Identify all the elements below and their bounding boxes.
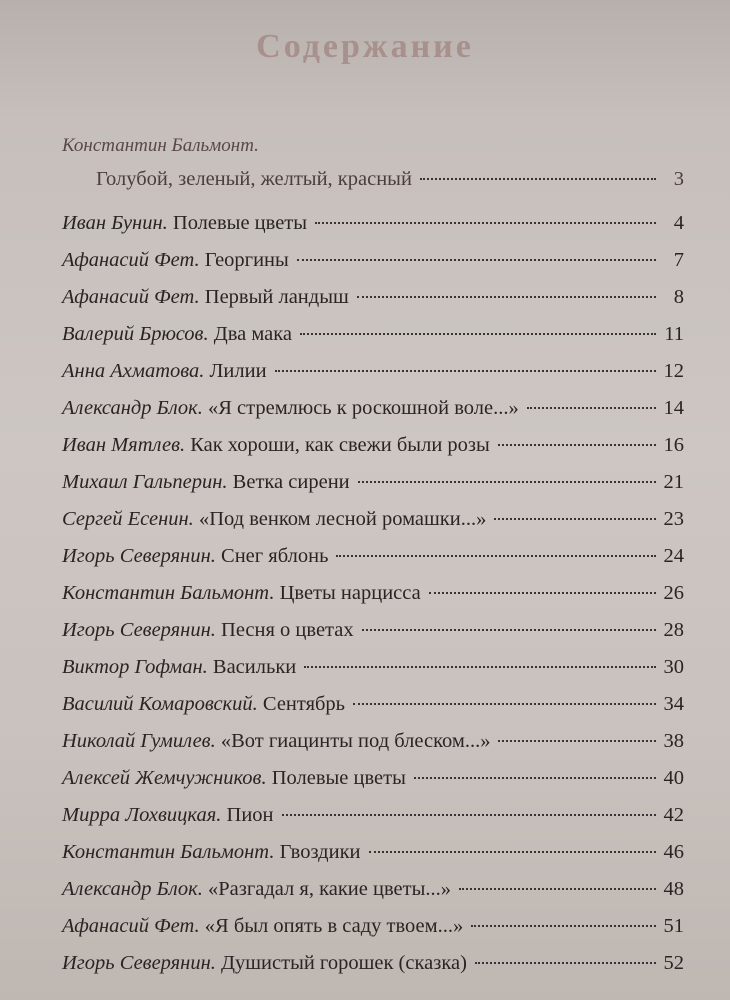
toc-page-number: 21 [663,471,684,493]
toc-work-title: «Я стремлюсь к роскошной воле...» [207,397,519,419]
dot-leader [498,444,656,446]
toc-page-number: 23 [663,508,684,530]
toc-author: Константин Бальмонт. [62,135,259,156]
toc-entry-line [62,242,684,279]
toc-page-number: 14 [663,397,684,419]
toc-page-number: 7 [673,249,684,271]
toc-entry-line [62,390,684,427]
toc-author: Игорь Северянин. [62,545,216,567]
toc-work-title: Голубой, зеленый, желтый, красный [96,168,412,190]
toc-entry-line [62,575,684,612]
toc-entry-line [62,161,684,198]
dot-leader [494,518,656,520]
toc-work-title: «Вот гиацинты под блеском...» [220,730,491,752]
toc-author: Михаил Гальперин. [62,471,228,493]
toc-entry-line [62,316,684,353]
toc-author: Афанасий Фет. [62,249,200,271]
toc-entry-line [62,538,684,575]
toc-work-title: Песня о цветах [221,619,354,641]
dot-leader [475,962,656,964]
dot-leader [527,407,656,409]
toc-page-number: 26 [663,582,684,604]
toc-entry-line [62,871,684,908]
toc-entry [62,316,684,353]
toc-author: Иван Бунин. [62,212,168,234]
toc-entry-line [62,760,684,797]
toc-entry-line [62,205,684,242]
toc-author: Алексей Жемчужников. [62,767,267,789]
dot-leader [357,296,656,298]
toc-work-title: Душистый горошек (сказка) [221,952,467,974]
toc-work-title: Два мака [213,323,293,345]
toc-entry [62,353,684,390]
dot-leader [369,851,656,853]
toc-page-number: 8 [673,286,684,308]
toc-work-title: «Под венком лесной ромашки...» [198,508,487,530]
toc-work-title: Первый ландыш [204,286,349,308]
toc-author: Александр Блок. [62,878,203,900]
dot-leader [498,740,656,742]
toc-author: Иван Мятлев. [62,434,186,456]
toc-entry [62,871,684,908]
toc-entry-line [62,797,684,834]
toc-entry [62,612,684,649]
dot-leader [297,259,656,261]
toc-work-title: «Я был опять в саду твоем...» [204,915,464,937]
toc-page-number: 24 [663,545,684,567]
toc-page-number: 11 [664,323,684,345]
toc-entry [62,464,684,501]
toc-work-title: Как хороши, как свежи были розы [190,434,490,456]
toc-entry-line [62,945,684,982]
dot-leader [420,178,656,180]
toc-page-number: 30 [663,656,684,678]
toc-entry [62,131,684,205]
table-of-contents [62,131,684,982]
toc-entry [62,538,684,575]
dot-leader [362,629,656,631]
toc-page-number: 34 [663,693,684,715]
dot-leader [414,777,656,779]
toc-entry [62,427,684,464]
toc-entry [62,501,684,538]
dot-leader [300,333,656,335]
toc-page-number: 4 [673,212,684,234]
toc-entry-line [62,686,684,723]
toc-author: Константин Бальмонт. [62,841,275,863]
toc-author: Афанасий Фет. [62,286,200,308]
toc-entry [62,205,684,242]
toc-entry [62,242,684,279]
dot-leader [459,888,656,890]
toc-work-title: «Разгадал я, какие цветы...» [207,878,451,900]
toc-entry [62,723,684,760]
toc-entry [62,760,684,797]
toc-entry-line [62,501,684,538]
toc-work-title: Гвоздики [279,841,361,863]
toc-author: Виктор Гофман. [62,656,208,678]
toc-page-number: 28 [663,619,684,641]
toc-work-title: Полевые цветы [271,767,406,789]
toc-entry-line [62,649,684,686]
toc-entry [62,575,684,612]
dot-leader [282,814,656,816]
toc-entry [62,834,684,871]
toc-entry-line [62,612,684,649]
toc-author: Константин Бальмонт. [62,582,275,604]
toc-author: Александр Блок. [62,397,203,419]
dot-leader [353,703,656,705]
toc-entry [62,908,684,945]
toc-work-title: Снег яблонь [221,545,329,567]
toc-work-title: Цветы нарцисса [279,582,421,604]
toc-page-number: 12 [663,360,684,382]
dot-leader [471,925,656,927]
toc-entry [62,686,684,723]
toc-work-title: Васильки [212,656,297,678]
toc-entry-line [62,723,684,760]
toc-entry [62,390,684,427]
toc-author: Игорь Северянин. [62,619,216,641]
toc-page-number: 40 [663,767,684,789]
toc-entry-line [62,908,684,945]
toc-author: Валерий Брюсов. [62,323,209,345]
toc-entry-line [62,353,684,390]
page-title: Содержание [256,28,474,65]
toc-author: Николай Гумилев. [62,730,216,752]
toc-page-number: 52 [663,952,684,974]
dot-leader [275,370,656,372]
toc-entry-line [62,464,684,501]
toc-author: Игорь Северянин. [62,952,216,974]
toc-author: Анна Ахматова. [62,360,205,382]
toc-work-title: Пион [226,804,274,826]
toc-page-number: 51 [663,915,684,937]
toc-page-number: 48 [663,878,684,900]
toc-work-title: Сентябрь [262,693,346,715]
dot-leader [304,666,656,668]
toc-author: Василий Комаровский. [62,693,258,715]
toc-entry-line [62,427,684,464]
toc-work-title: Полевые цветы [172,212,308,234]
toc-work-title: Георгины [204,249,289,271]
toc-entry-line [62,279,684,316]
toc-entry-line [62,834,684,871]
dot-leader [315,222,656,224]
toc-page-number: 38 [663,730,684,752]
toc-author: Сергей Есенин. [62,508,194,530]
toc-entry [62,797,684,834]
toc-entry [62,279,684,316]
dot-leader [429,592,656,594]
toc-entry [62,649,684,686]
toc-author: Афанасий Фет. [62,915,200,937]
toc-work-title: Ветка сирени [232,471,350,493]
toc-entry [62,945,684,982]
toc-work-title: Лилии [209,360,267,382]
toc-page-number: 42 [663,804,684,826]
dot-leader [336,555,656,557]
dot-leader [358,481,656,483]
toc-author: Мирра Лохвицкая. [62,804,222,826]
toc-page-number: 3 [673,168,684,190]
toc-page-number: 16 [663,434,684,456]
toc-page-number: 46 [663,841,684,863]
